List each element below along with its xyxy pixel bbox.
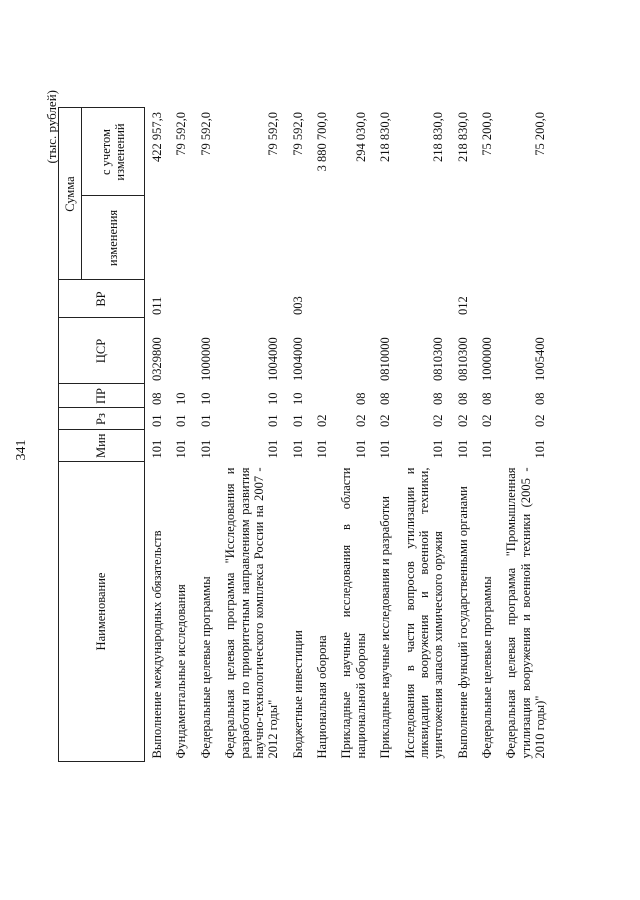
cell-rz: 02: [353, 414, 368, 427]
cell-csr: 0810300: [455, 337, 470, 381]
budget-table: [58, 108, 553, 763]
cell-csr: 0810000: [378, 337, 393, 381]
cell-csr: [310, 318, 334, 384]
cell-vr: [475, 280, 499, 318]
cell-s-uchetom: 79 592,0: [174, 112, 189, 156]
table-row: [286, 108, 310, 762]
cell-name: Прикладные научные исследования и разработки: [378, 496, 393, 759]
header-izmeneniya: изменения: [82, 196, 145, 280]
cell-izmeneniya: [286, 196, 310, 280]
cell-csr: 1004000: [266, 337, 281, 381]
cell-csr: 1000000: [480, 337, 494, 381]
header-min: Мин: [59, 430, 145, 462]
cell-min: 101: [174, 439, 189, 459]
table-row: [334, 108, 373, 762]
table-row: [451, 108, 475, 762]
cell-izmeneniya: [194, 196, 218, 280]
cell-s-uchetom: 79 592,0: [290, 112, 305, 156]
cell-min: 101: [150, 439, 164, 459]
cell-izmeneniya: [451, 196, 475, 280]
cell-name: Бюджетные инвестиции: [290, 630, 305, 759]
cell-name: Национальная оборона: [315, 635, 329, 759]
cell-min: 101: [533, 439, 548, 459]
cell-csr: 1000000: [198, 337, 213, 381]
cell-pr: 08: [533, 392, 548, 405]
cell-rz: 02: [315, 414, 329, 427]
cell-izmeneniya: [398, 196, 451, 280]
cell-csr: 1005400: [533, 337, 548, 381]
cell-pr: [310, 384, 334, 408]
cell-s-uchetom: 422 957,3: [150, 112, 164, 162]
cell-vr: [310, 280, 334, 318]
cell-min: 101: [480, 439, 494, 459]
cell-izmeneniya: [218, 196, 286, 280]
cell-rz: 02: [480, 414, 494, 427]
cell-pr: 08: [150, 392, 164, 405]
cell-vr: [373, 280, 397, 318]
cell-izmeneniya: [499, 196, 552, 280]
cell-csr: 1004000: [290, 337, 305, 381]
table-header: [59, 108, 145, 762]
header-name: Наименование: [59, 462, 145, 762]
table-row: [310, 108, 334, 762]
header-vr: ВР: [59, 280, 145, 318]
cell-s-uchetom: 218 830,0: [378, 112, 393, 162]
cell-pr: 08: [455, 392, 470, 405]
cell-izmeneniya: [169, 196, 193, 280]
header-summa: Сумма: [59, 108, 82, 280]
table-row: [194, 108, 218, 762]
cell-vr: [194, 280, 218, 318]
cell-izmeneniya: [475, 196, 499, 280]
cell-pr: 10: [266, 392, 281, 405]
cell-name: Выполнение международных обязательств: [150, 530, 164, 759]
cell-pr: 08: [378, 392, 393, 405]
cell-name: Фундаментальные исследования: [174, 584, 189, 759]
header-pr: ПР: [59, 384, 145, 408]
cell-name: Выполнение функций государственными органами: [455, 486, 470, 759]
table-row: [169, 108, 193, 762]
cell-pr: 10: [174, 392, 189, 405]
cell-pr: 10: [198, 392, 213, 405]
cell-min: 101: [315, 439, 329, 459]
table-row: [499, 108, 552, 762]
cell-rz: 01: [198, 414, 213, 427]
cell-izmeneniya: [145, 196, 170, 280]
cell-name: Прикладные научные исследования в области национальной обороны: [339, 467, 368, 759]
cell-pr: 08: [431, 392, 446, 405]
table-row: [398, 108, 451, 762]
cell-min: 101: [431, 439, 446, 459]
cell-s-uchetom: 75 200,0: [533, 112, 548, 156]
cell-vr: [398, 280, 451, 318]
page-number: 341: [14, 439, 29, 461]
table-row: [475, 108, 499, 762]
table-body: [145, 108, 553, 762]
cell-s-uchetom: 75 200,0: [480, 112, 494, 156]
cell-vr: 012: [455, 296, 470, 315]
cell-csr: [334, 318, 373, 384]
cell-vr: [169, 280, 193, 318]
cell-rz: 01: [266, 414, 281, 427]
cell-csr: 0810300: [431, 337, 446, 381]
cell-rz: 02: [533, 414, 548, 427]
cell-csr: [169, 318, 193, 384]
table-row: [218, 108, 286, 762]
cell-vr: [334, 280, 373, 318]
header-s-uchetom: с учетом изменений: [82, 108, 145, 196]
cell-izmeneniya: [310, 196, 334, 280]
units-label: (тыс. рублей): [44, 90, 59, 164]
cell-min: 101: [266, 439, 281, 459]
cell-s-uchetom: 294 030,0: [353, 112, 368, 162]
cell-csr: 0329800: [150, 337, 164, 381]
cell-pr: 10: [290, 392, 305, 405]
cell-rz: 02: [431, 414, 446, 427]
cell-name: Исследования в части вопросов утилизации и ликвидации вооружения и военной техники, уничтожения запасов химического оружия: [402, 467, 446, 759]
cell-name: Федеральные целевые программы: [198, 576, 213, 759]
cell-rz: 02: [455, 414, 470, 427]
header-csr: ЦСР: [59, 318, 145, 384]
cell-pr: 08: [353, 392, 368, 405]
cell-izmeneniya: [334, 196, 373, 280]
cell-min: 101: [353, 439, 368, 459]
cell-s-uchetom: 79 592,0: [198, 112, 213, 156]
cell-min: 101: [378, 439, 393, 459]
cell-s-uchetom: 218 830,0: [431, 112, 446, 162]
cell-min: 101: [198, 439, 213, 459]
cell-min: 101: [290, 439, 305, 459]
cell-vr: [218, 280, 286, 318]
cell-name: Федеральная целевая программа "Промышленная утилизация вооружения и военной техники (2005 - 2010 годы)": [504, 467, 548, 759]
cell-s-uchetom: 79 592,0: [266, 112, 281, 156]
cell-rz: 01: [174, 414, 189, 427]
cell-vr: 003: [290, 296, 305, 315]
cell-rz: 01: [150, 414, 164, 427]
table-row: [373, 108, 397, 762]
cell-name: Федеральные целевые программы: [480, 576, 494, 759]
table-row: [145, 108, 170, 762]
header-rz: Рз: [59, 408, 145, 430]
cell-rz: 02: [378, 414, 393, 427]
cell-vr: [499, 280, 552, 318]
cell-izmeneniya: [373, 196, 397, 280]
cell-vr: 011: [150, 296, 164, 315]
cell-s-uchetom: 3 880 700,0: [315, 112, 329, 172]
cell-min: 101: [455, 439, 470, 459]
cell-s-uchetom: 218 830,0: [455, 112, 470, 162]
cell-name: Федеральная целевая программа "Исследования и разработки по приоритетным направлениям развития научно-технологического комплекса России на 2007 - 2012 годы": [223, 467, 281, 759]
cell-rz: 01: [290, 414, 305, 427]
cell-pr: 08: [480, 392, 494, 405]
